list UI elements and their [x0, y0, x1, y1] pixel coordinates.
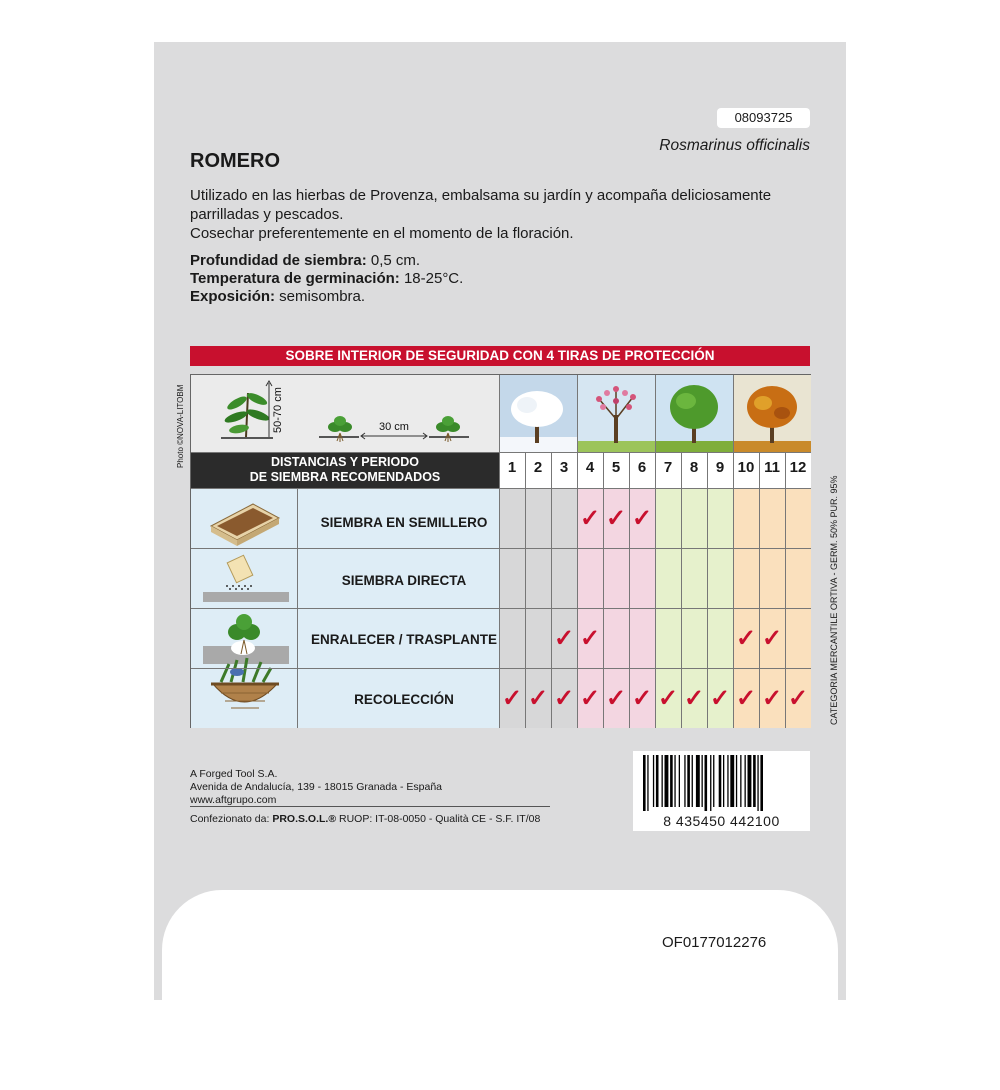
check-mark-icon: ✓: [527, 685, 549, 712]
photo-credit: Photo ©NOVA-LITOBM: [176, 384, 185, 468]
barcode-number: 8 435450 442100: [663, 813, 780, 829]
seedbed-tray-icon: [211, 504, 279, 546]
check-mark-icon: ✓: [553, 625, 575, 652]
month-12: 12: [789, 459, 807, 476]
check-mark-icon: ✓: [579, 685, 601, 712]
seedling-right-icon: [429, 416, 469, 442]
barcode-bars: [643, 755, 800, 811]
temp-value: 18-25°C.: [399, 270, 464, 287]
row-label-seedbed: SIEMBRA EN SEMILLERO: [320, 515, 488, 530]
of-code: OF0177012276: [662, 934, 767, 951]
barcode: [633, 751, 810, 831]
packed-by-brand: PRO.S.O.L.®: [272, 813, 337, 825]
check-mark-icon: ✓: [761, 625, 783, 652]
depth-fact: [190, 252, 463, 270]
plant-distance-label: 30 cm: [379, 421, 409, 433]
divider: [190, 806, 550, 807]
month-4: 4: [585, 459, 595, 476]
direct-sowing-icon: [203, 555, 289, 602]
grid-line: [681, 452, 682, 728]
grid-line: [759, 452, 760, 728]
security-banner: SOBRE INTERIOR DE SEGURIDAD CON 4 TIRAS DE PROTECCIÓN: [190, 346, 810, 366]
grid-line: [785, 452, 786, 728]
depth-value: 0,5 cm.: [366, 252, 421, 269]
month-11: 11: [764, 459, 780, 476]
table-header: [191, 452, 499, 488]
company-address: Avenida de Andalucía, 139 - 18015 Granada - España: [190, 781, 442, 793]
temperature-fact: [190, 270, 463, 288]
month-2: 2: [533, 459, 543, 476]
grid-line: [191, 668, 811, 669]
grid-line: [191, 488, 811, 489]
company-info: [190, 768, 442, 807]
description: [190, 186, 810, 243]
check-mark-icon: ✓: [735, 625, 757, 652]
month-5: 5: [611, 459, 621, 476]
check-mark-icon: ✓: [735, 685, 757, 712]
spacing-illustration: [191, 375, 499, 452]
month-10: 10: [737, 459, 755, 476]
grid-line: [629, 452, 630, 728]
month-3: 3: [559, 459, 569, 476]
grid-line: [707, 452, 708, 728]
packed-by-prefix: Confezionato da:: [190, 813, 273, 825]
check-mark-icon: ✓: [631, 685, 653, 712]
grid-line: [191, 452, 811, 453]
check-mark-icon: ✓: [657, 685, 679, 712]
depth-label: Profundidad de siembra:: [190, 252, 367, 269]
product-title: ROMERO: [190, 150, 280, 172]
check-mark-icon: ✓: [501, 685, 523, 712]
exposure-value: semisombra.: [275, 288, 366, 305]
packet-bottom-cutout: [162, 890, 838, 1090]
check-mark-icon: ✓: [553, 685, 575, 712]
month-8: 8: [689, 459, 699, 476]
category-text: CATEGORIA MERCANTILE ORTIVA - GERM. 50% PUR. 95%: [829, 475, 839, 725]
plant-height-label: 50-70 cm: [272, 387, 284, 433]
grid-line: [603, 452, 604, 728]
grid-line: [551, 452, 552, 728]
product-code: 08093725: [717, 108, 810, 128]
transplant-icon: [203, 614, 289, 664]
seedling-left-icon: [319, 416, 359, 442]
grid-line: [733, 375, 734, 728]
check-mark-icon: ✓: [631, 505, 653, 532]
month-9: 9: [715, 459, 725, 476]
exposure-label: Exposición:: [190, 288, 276, 305]
harvest-basket-icon: [211, 658, 279, 708]
description-line-1: Utilizado en las hierbas de Provenza, embalsama su jardín y acompaña deliciosamente parrilladas y pescados.: [190, 187, 772, 223]
latin-name: Rosmarinus officinalis: [659, 137, 810, 154]
check-mark-icon: ✓: [761, 685, 783, 712]
grid-line: [499, 375, 500, 728]
packed-by: [190, 813, 540, 825]
grid-line: [655, 375, 656, 728]
exposure-fact: [190, 288, 463, 306]
packed-by-details: RUOP: IT-08-0050 - Qualità CE - S.F. IT/08: [336, 813, 541, 825]
check-mark-icon: ✓: [605, 505, 627, 532]
table-header-line-1: DISTANCIAS Y PERIODO: [271, 455, 419, 469]
grid-line: [577, 375, 578, 728]
check-mark-icon: ✓: [605, 685, 627, 712]
grid-line: [191, 608, 811, 609]
grid-line: [525, 452, 526, 728]
month-6: 6: [637, 459, 647, 476]
row-label-direct: SIEMBRA DIRECTA: [341, 573, 467, 588]
row-label-harvest: RECOLECCIÓN: [354, 692, 454, 707]
sowing-calendar: [190, 374, 811, 728]
month-7: 7: [663, 459, 673, 476]
description-line-2: Cosechar preferentemente en el momento de la floración.: [190, 225, 574, 242]
row-label-transplant: ENRALECER / TRASPLANTE: [310, 632, 497, 647]
grid-line: [191, 548, 811, 549]
month-1: 1: [507, 459, 517, 476]
check-mark-icon: ✓: [683, 685, 705, 712]
table-header-line-2: DE SIEMBRA RECOMENDADOS: [249, 470, 441, 484]
grid-line: [297, 488, 298, 728]
plant-height-icon: [221, 381, 273, 439]
check-mark-icon: ✓: [579, 505, 601, 532]
check-mark-icon: ✓: [709, 685, 731, 712]
temp-label: Temperatura de germinación:: [190, 270, 400, 287]
sowing-facts: [190, 252, 463, 306]
check-mark-icon: ✓: [579, 625, 601, 652]
check-mark-icon: ✓: [787, 685, 809, 712]
company-name: A Forged Tool S.A.: [190, 768, 278, 780]
company-web: www.aftgrupo.com: [190, 794, 277, 806]
